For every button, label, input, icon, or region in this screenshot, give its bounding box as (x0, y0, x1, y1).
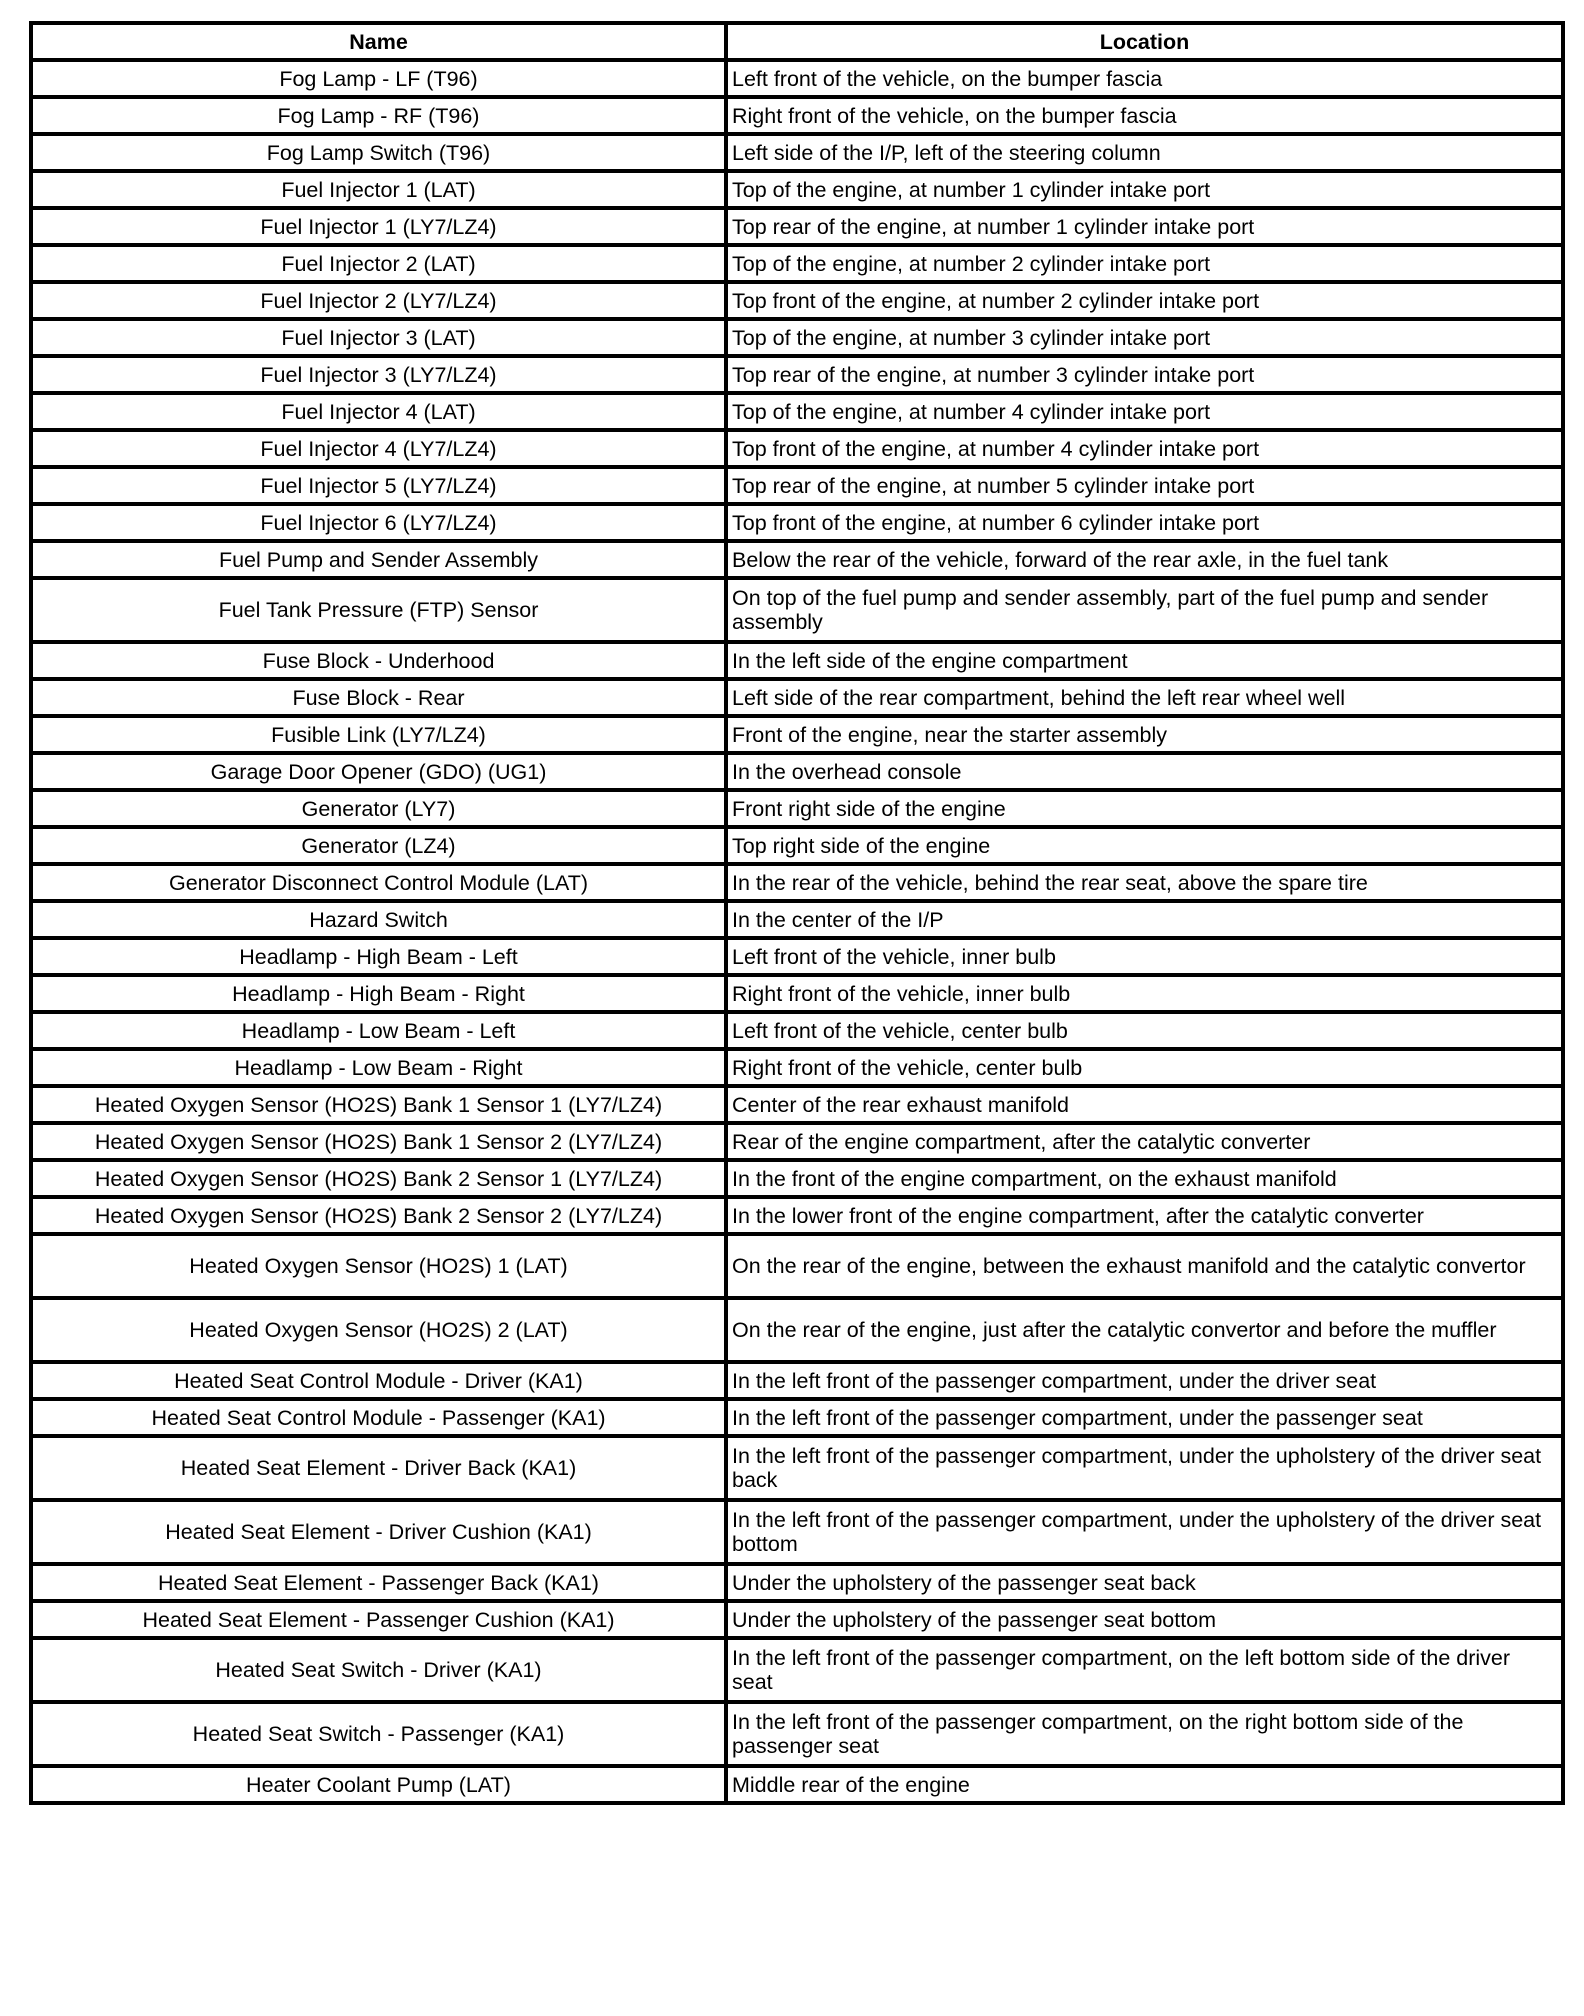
component-name-cell: Heated Oxygen Sensor (HO2S) Bank 2 Sensor 2 (LY7/LZ4) (31, 1197, 726, 1234)
component-location-cell: Left front of the vehicle, on the bumper fascia (726, 60, 1563, 97)
component-name-cell: Fuel Pump and Sender Assembly (31, 541, 726, 578)
component-location-cell: On the rear of the engine, just after the catalytic convertor and before the muffler (726, 1298, 1563, 1362)
table-row (31, 97, 1563, 134)
table-row (31, 1197, 1563, 1234)
component-name-cell: Headlamp - High Beam - Right (31, 975, 726, 1012)
component-location-cell: In the left front of the passenger compartment, on the right bottom side of the passenger seat (726, 1702, 1563, 1766)
table-row (31, 864, 1563, 901)
table-row (31, 1601, 1563, 1638)
component-location-cell: In the left front of the passenger compartment, under the passenger seat (726, 1399, 1563, 1436)
component-name-cell: Fog Lamp - RF (T96) (31, 97, 726, 134)
component-name-cell: Heated Seat Element - Passenger Back (KA1) (31, 1564, 726, 1601)
table-row (31, 1766, 1563, 1803)
table-row (31, 1362, 1563, 1399)
table-row (31, 1234, 1563, 1298)
component-location-table (29, 21, 1565, 1805)
component-name-cell: Fuel Injector 3 (LAT) (31, 319, 726, 356)
table-header-row (31, 23, 1563, 60)
component-location-cell: Rear of the engine compartment, after the catalytic converter (726, 1123, 1563, 1160)
component-location-cell: Top rear of the engine, at number 5 cylinder intake port (726, 467, 1563, 504)
component-name-cell: Heated Oxygen Sensor (HO2S) 2 (LAT) (31, 1298, 726, 1362)
component-location-cell: In the overhead console (726, 753, 1563, 790)
table-row (31, 827, 1563, 864)
table-row (31, 1638, 1563, 1702)
component-name-cell: Fuel Injector 5 (LY7/LZ4) (31, 467, 726, 504)
component-name-cell: Headlamp - High Beam - Left (31, 938, 726, 975)
table-row (31, 753, 1563, 790)
table-row (31, 504, 1563, 541)
component-location-cell: Center of the rear exhaust manifold (726, 1086, 1563, 1123)
component-name-cell: Heated Oxygen Sensor (HO2S) Bank 1 Sensor 1 (LY7/LZ4) (31, 1086, 726, 1123)
component-name-cell: Heater Coolant Pump (LAT) (31, 1766, 726, 1803)
component-name-cell: Fuel Injector 4 (LY7/LZ4) (31, 430, 726, 467)
component-name-cell: Heated Oxygen Sensor (HO2S) Bank 1 Sensor 2 (LY7/LZ4) (31, 1123, 726, 1160)
table-row (31, 1086, 1563, 1123)
component-location-cell: Left front of the vehicle, inner bulb (726, 938, 1563, 975)
component-name-cell: Fuel Injector 1 (LAT) (31, 171, 726, 208)
component-location-cell: On the rear of the engine, between the exhaust manifold and the catalytic convertor (726, 1234, 1563, 1298)
table-row (31, 975, 1563, 1012)
component-name-cell: Heated Seat Control Module - Driver (KA1) (31, 1362, 726, 1399)
table-row (31, 1123, 1563, 1160)
table-row (31, 319, 1563, 356)
table-row (31, 1012, 1563, 1049)
component-location-cell: Top of the engine, at number 4 cylinder intake port (726, 393, 1563, 430)
component-location-cell: Front right side of the engine (726, 790, 1563, 827)
component-name-cell: Generator Disconnect Control Module (LAT) (31, 864, 726, 901)
table-row (31, 282, 1563, 319)
component-name-cell: Headlamp - Low Beam - Left (31, 1012, 726, 1049)
component-name-cell: Fuel Injector 2 (LY7/LZ4) (31, 282, 726, 319)
component-name-cell: Heated Oxygen Sensor (HO2S) 1 (LAT) (31, 1234, 726, 1298)
table-row (31, 467, 1563, 504)
component-name-cell: Fog Lamp - LF (T96) (31, 60, 726, 97)
table-row (31, 642, 1563, 679)
component-location-cell: Top of the engine, at number 1 cylinder intake port (726, 171, 1563, 208)
component-name-cell: Garage Door Opener (GDO) (UG1) (31, 753, 726, 790)
table-row (31, 430, 1563, 467)
table-row (31, 716, 1563, 753)
component-name-cell: Fuel Tank Pressure (FTP) Sensor (31, 578, 726, 642)
component-location-cell: In the front of the engine compartment, on the exhaust manifold (726, 1160, 1563, 1197)
component-name-cell: Generator (LZ4) (31, 827, 726, 864)
table-row (31, 1436, 1563, 1500)
component-location-cell: Under the upholstery of the passenger seat bottom (726, 1601, 1563, 1638)
table-row (31, 60, 1563, 97)
table-row (31, 938, 1563, 975)
table-row (31, 1564, 1563, 1601)
component-location-cell: Middle rear of the engine (726, 1766, 1563, 1803)
column-header-location: Location (726, 23, 1563, 60)
component-name-cell: Heated Seat Switch - Passenger (KA1) (31, 1702, 726, 1766)
table-row (31, 1500, 1563, 1564)
component-location-cell: Top right side of the engine (726, 827, 1563, 864)
table-row (31, 1702, 1563, 1766)
component-location-cell: Left side of the rear compartment, behind the left rear wheel well (726, 679, 1563, 716)
table-row (31, 134, 1563, 171)
component-location-cell: Left front of the vehicle, center bulb (726, 1012, 1563, 1049)
component-name-cell: Heated Oxygen Sensor (HO2S) Bank 2 Sensor 1 (LY7/LZ4) (31, 1160, 726, 1197)
table-row (31, 790, 1563, 827)
table-row (31, 1399, 1563, 1436)
table-row (31, 245, 1563, 282)
table-row (31, 208, 1563, 245)
component-location-cell: Right front of the vehicle, center bulb (726, 1049, 1563, 1086)
table-body (31, 60, 1563, 1803)
component-name-cell: Hazard Switch (31, 901, 726, 938)
component-location-cell: Front of the engine, near the starter assembly (726, 716, 1563, 753)
table-row (31, 1049, 1563, 1086)
component-location-cell: Top front of the engine, at number 4 cylinder intake port (726, 430, 1563, 467)
table-row (31, 356, 1563, 393)
component-name-cell: Heated Seat Element - Passenger Cushion (KA1) (31, 1601, 726, 1638)
component-name-cell: Heated Seat Element - Driver Cushion (KA1) (31, 1500, 726, 1564)
table-row (31, 393, 1563, 430)
component-location-cell: Top of the engine, at number 2 cylinder intake port (726, 245, 1563, 282)
component-location-cell: Right front of the vehicle, inner bulb (726, 975, 1563, 1012)
table-row (31, 541, 1563, 578)
table-row (31, 578, 1563, 642)
component-location-cell: On top of the fuel pump and sender assembly, part of the fuel pump and sender assembly (726, 578, 1563, 642)
component-location-cell: Top of the engine, at number 3 cylinder intake port (726, 319, 1563, 356)
component-location-cell: In the left front of the passenger compartment, under the driver seat (726, 1362, 1563, 1399)
table-row (31, 1298, 1563, 1362)
component-location-cell: In the left front of the passenger compartment, under the upholstery of the driver seat back (726, 1436, 1563, 1500)
column-header-name: Name (31, 23, 726, 60)
component-name-cell: Heated Seat Element - Driver Back (KA1) (31, 1436, 726, 1500)
component-location-cell: In the left front of the passenger compartment, on the left bottom side of the driver seat (726, 1638, 1563, 1702)
component-location-cell: Top rear of the engine, at number 3 cylinder intake port (726, 356, 1563, 393)
component-name-cell: Fuel Injector 4 (LAT) (31, 393, 726, 430)
component-name-cell: Fuel Injector 3 (LY7/LZ4) (31, 356, 726, 393)
component-location-cell: In the left side of the engine compartment (726, 642, 1563, 679)
component-location-cell: Top front of the engine, at number 2 cylinder intake port (726, 282, 1563, 319)
component-name-cell: Fusible Link (LY7/LZ4) (31, 716, 726, 753)
component-location-cell: Left side of the I/P, left of the steering column (726, 134, 1563, 171)
component-name-cell: Fuel Injector 6 (LY7/LZ4) (31, 504, 726, 541)
table-row (31, 679, 1563, 716)
component-location-cell: Under the upholstery of the passenger seat back (726, 1564, 1563, 1601)
table-row (31, 901, 1563, 938)
component-location-cell: Below the rear of the vehicle, forward of the rear axle, in the fuel tank (726, 541, 1563, 578)
component-location-cell: Right front of the vehicle, on the bumper fascia (726, 97, 1563, 134)
component-location-cell: In the rear of the vehicle, behind the rear seat, above the spare tire (726, 864, 1563, 901)
component-location-cell: In the lower front of the engine compartment, after the catalytic converter (726, 1197, 1563, 1234)
component-location-cell: Top front of the engine, at number 6 cylinder intake port (726, 504, 1563, 541)
component-name-cell: Heated Seat Switch - Driver (KA1) (31, 1638, 726, 1702)
component-name-cell: Generator (LY7) (31, 790, 726, 827)
component-name-cell: Fog Lamp Switch (T96) (31, 134, 726, 171)
table-row (31, 1160, 1563, 1197)
component-location-cell: In the left front of the passenger compartment, under the upholstery of the driver seat bottom (726, 1500, 1563, 1564)
component-name-cell: Heated Seat Control Module - Passenger (KA1) (31, 1399, 726, 1436)
component-location-cell: In the center of the I/P (726, 901, 1563, 938)
component-name-cell: Fuel Injector 2 (LAT) (31, 245, 726, 282)
component-name-cell: Fuse Block - Underhood (31, 642, 726, 679)
component-name-cell: Fuse Block - Rear (31, 679, 726, 716)
component-name-cell: Fuel Injector 1 (LY7/LZ4) (31, 208, 726, 245)
table-row (31, 171, 1563, 208)
component-name-cell: Headlamp - Low Beam - Right (31, 1049, 726, 1086)
component-location-cell: Top rear of the engine, at number 1 cylinder intake port (726, 208, 1563, 245)
